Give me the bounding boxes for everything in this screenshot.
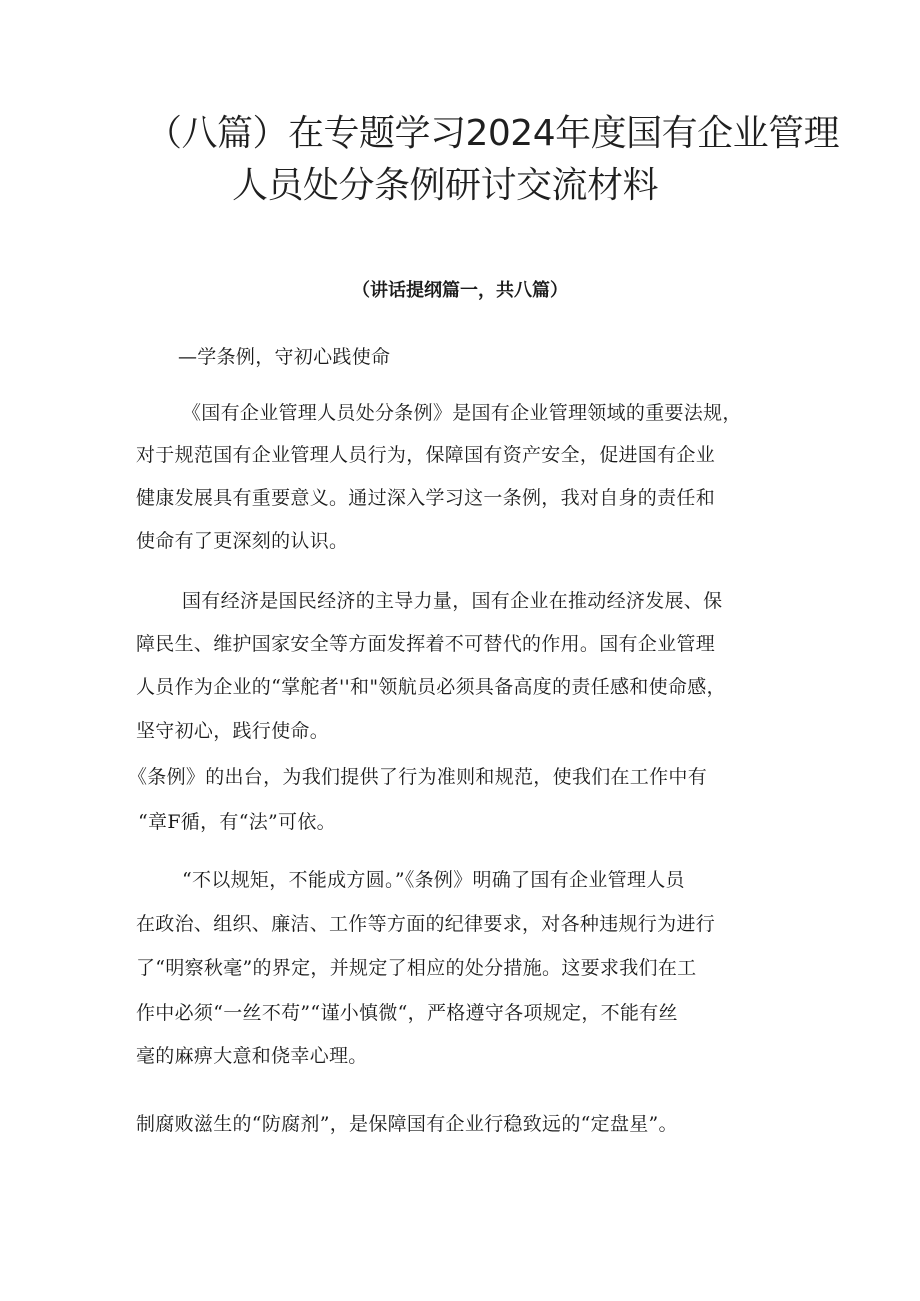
paragraph-1-line: 《国有企业管理人员处分条例》是国有企业管理领域的重要法规， bbox=[182, 402, 742, 424]
paragraph-2-line: 人员作为企业的“掌舵者''和"领航员必须具备高度的责任感和使命感， bbox=[136, 676, 726, 698]
paragraph-1-line: 对于规范国有企业管理人员行为，保障国有资产安全，促进国有企业 bbox=[136, 444, 716, 466]
section-heading: —学条例，守初心践使命 bbox=[178, 346, 391, 368]
paragraph-2-line: 障民生、维护国家安全等方面发挥着不可替代的作用。国有企业管理 bbox=[136, 633, 716, 655]
paragraph-2-line: 国有经济是国民经济的主导力量，国有企业在推动经济发展、保 bbox=[182, 590, 723, 612]
paragraph-4-line: “不以规矩，不能成方圆。”《条例》明确了国有企业管理人员 bbox=[182, 869, 685, 891]
document-title-line-1: （八篇）在专题学习2024年度国有企业管理 bbox=[146, 113, 840, 154]
paragraph-1-line: 使命有了更深刻的认识。 bbox=[136, 530, 349, 552]
paragraph-4-line: 在政治、组织、廉洁、工作等方面的纪律要求，对各种违规行为进行 bbox=[136, 913, 716, 935]
paragraph-1-line: 健康发展具有重要意义。通过深入学习这一条例，我对自身的责任和 bbox=[136, 487, 716, 509]
paragraph-5-line: 制腐败滋生的“防腐剂”，是保障国有企业行稳致远的“定盘星”。 bbox=[136, 1113, 678, 1135]
document-title-line-2: 人员处分条例研讨交流材料 bbox=[232, 165, 659, 206]
paragraph-3-line: 《条例》的出台，为我们提供了行为准则和规范，使我们在工作中有 bbox=[128, 766, 708, 788]
paragraph-3-line: “章F循，有“法”可依。 bbox=[138, 811, 336, 833]
paragraph-4-line: 作中必须“一丝不苟”“谨小慎微“，严格遵守各项规定，不能有丝 bbox=[136, 1002, 678, 1024]
paragraph-4-line: 毫的麻痹大意和侥幸心理。 bbox=[136, 1045, 368, 1067]
paragraph-2-line: 坚守初心，践行使命。 bbox=[136, 720, 330, 742]
document-subtitle: （讲话提纲篇一，共八篇） bbox=[352, 280, 568, 301]
paragraph-4-line: 了“明察秋毫”的界定，并规定了相应的处分措施。这要求我们在工 bbox=[136, 957, 697, 979]
